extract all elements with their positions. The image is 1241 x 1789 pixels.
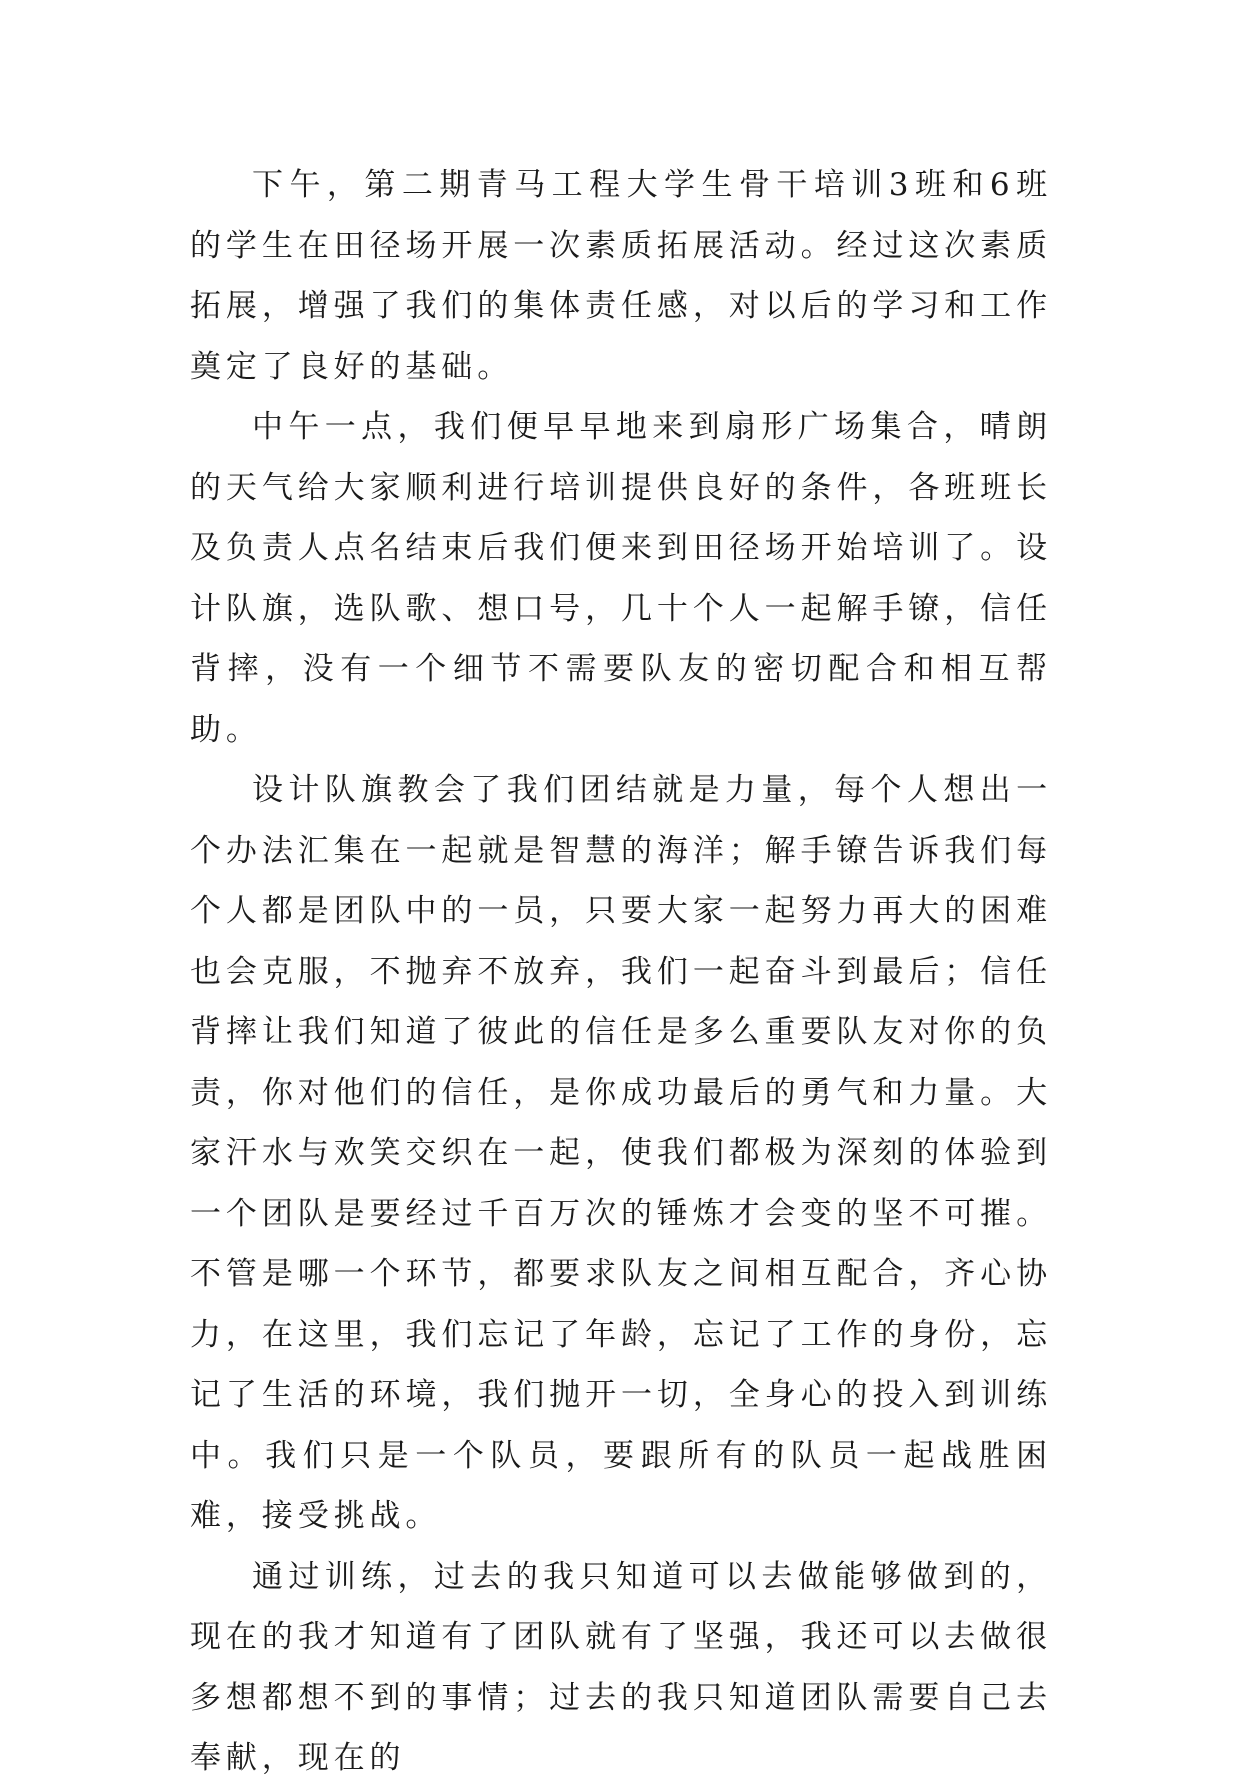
paragraph-2: 中午一点，我们便早早地来到扇形广场集合，晴朗的天气给大家顺利进行培训提供良好的条件，各班班长及负责人点名结束后我们便来到田径场开始培训了。设计队旗，选队歌、想口号，几十个人一起解手镣，信任背摔，没有一个细节不需要队友的密切配合和相互帮助。 (190, 409, 1052, 748)
paragraph-3: 设计队旗教会了我们团结就是力量，每个人想出一个办法汇集在一起就是智慧的海洋；解手镣告诉我们每个人都是团队中的一员，只要大家一起努力再大的困难也会克服，不抛弃不放弃，我们一起奋斗到最后；信任背摔让我们知道了彼此的信任是多么重要队友对你的负责，你对他们的信任，是你成功最后的勇气和力量。大家汗水与欢笑交织在一起，使我们都极为深刻的体验到一个团队是要经过千百万次的锤炼才会变的坚不可摧。不管是哪一个环节，都要求队友之间相互配合，齐心协力，在这里，我们忘记了年龄，忘记了工作的身份，忘记了生活的环境，我们抛开一切，全身心的投入到训练中。我们只是一个队员，要跟所有的队员一起战胜困难，接受挑战。 (190, 772, 1052, 1534)
document-body (190, 155, 1052, 1789)
paragraph-4: 通过训练，过去的我只知道可以去做能够做到的，现在的我才知道有了团队就有了坚强，我还可以去做很多想都想不到的事情；过去的我只知道团队需要自己去奉献，现在的 (190, 1558, 1052, 1776)
paragraph-1: 下午，第二期青马工程大学生骨干培训3班和6班的学生在田径场开展一次素质拓展活动。经过这次素质拓展，增强了我们的集体责任感，对以后的学习和工作奠定了良好的基础。 (190, 167, 1052, 385)
